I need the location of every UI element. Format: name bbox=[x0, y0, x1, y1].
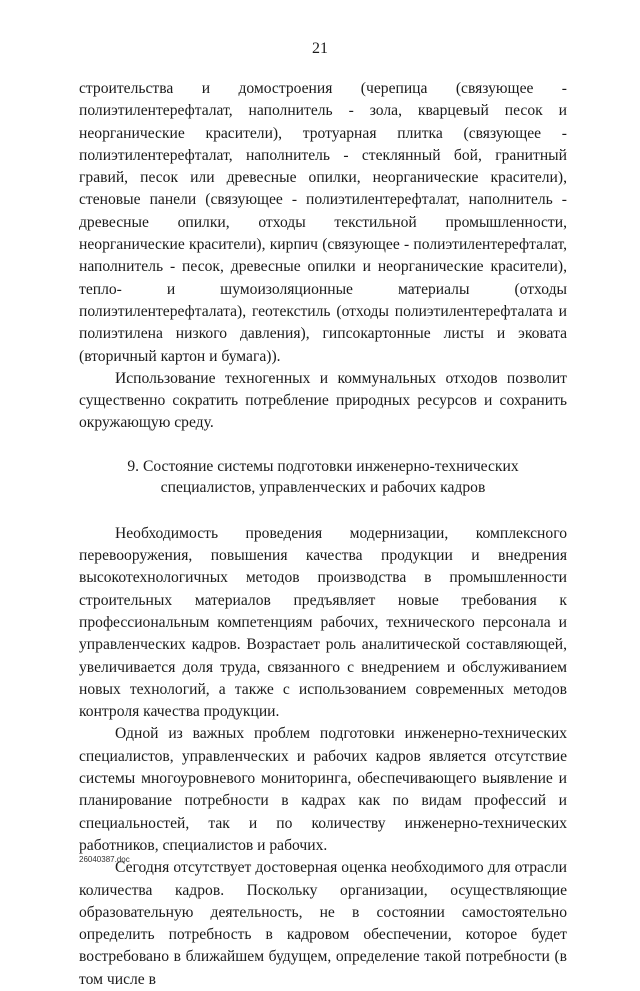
footer-filename: 26040387.doc bbox=[79, 855, 130, 864]
section-heading-line-2: специалистов, управленческих и рабочих кадров bbox=[160, 479, 486, 497]
page-number: 21 bbox=[312, 40, 328, 57]
section-heading-line-1: 9. Состояние системы подготовки инженерно-технических bbox=[127, 457, 519, 475]
paragraph-modernization: Необходимость проведения модернизации, комплексного перевооружения, повышения качества продукции и внедрения высокотехнологичных методов производства в промышленности строительных материалов предъявляет новые требования к профессиональным компетенциям рабочих, технического персонала и управленческих кадров. Возрастает роль аналитической составляющей, увеличивается доля труда, связанного с внедрением и обслуживанием новых технологий, а также с использованием современных методов контроля качества продукции. bbox=[79, 524, 567, 721]
paragraph-monitoring-problem: Одной из важных проблем подготовки инженерно-технических специалистов, управленческих и рабочих кадров является отсутствие системы многоуровневого мониторинга, обеспечивающего выявление и планирование потребности в кадрах как по видам профессий и специальностей, так и по количеству инженерно-технических работников, специалистов и рабочих. bbox=[79, 725, 567, 854]
paragraph-staff-assessment: Сегодня отсутствует достоверная оценка необходимого для отрасли количества кадров. Поскольку организации, осуществляющие образовательную деятельность, не в состоянии самостоятельно определить потребность в кадровом обеспечении, которое будет востребовано в ближайшем будущем, определение такой потребности (в том числе в bbox=[79, 859, 567, 988]
paragraph-materials-list: строительства и домостроения (черепица (связующее - полиэтилентерефталат, наполнитель - зола, кварцевый песок и неорганические красители), тротуарная плитка (связующее - полиэтилентерефталат, наполнитель - стеклянный бой, гранитный гравий, песок или древесные опилки, неорганические красители), стеновые панели (связующее - полиэтилентерефталат, наполнитель - древесные опилки, отходы текстильной промышленности, неорганические красители), кирпич (связующее - полиэтилентерефталат, наполнитель - песок, древесные опилки и неорганические красители), тепло- и шумоизоляционные материалы (отходы полиэтилентерефталата), геотекстиль (отходы полиэтилентерефталата и полиэтилена низкого давления), гипсокартонные листы и эковата (вторичный картон и бумага)). bbox=[79, 80, 567, 365]
section-heading bbox=[79, 456, 567, 499]
paragraph-waste-usage: Использование техногенных и коммунальных отходов позволит существенно сократить потребление природных ресурсов и сохранить окружающую среду. bbox=[79, 369, 567, 432]
document-body bbox=[79, 78, 567, 991]
